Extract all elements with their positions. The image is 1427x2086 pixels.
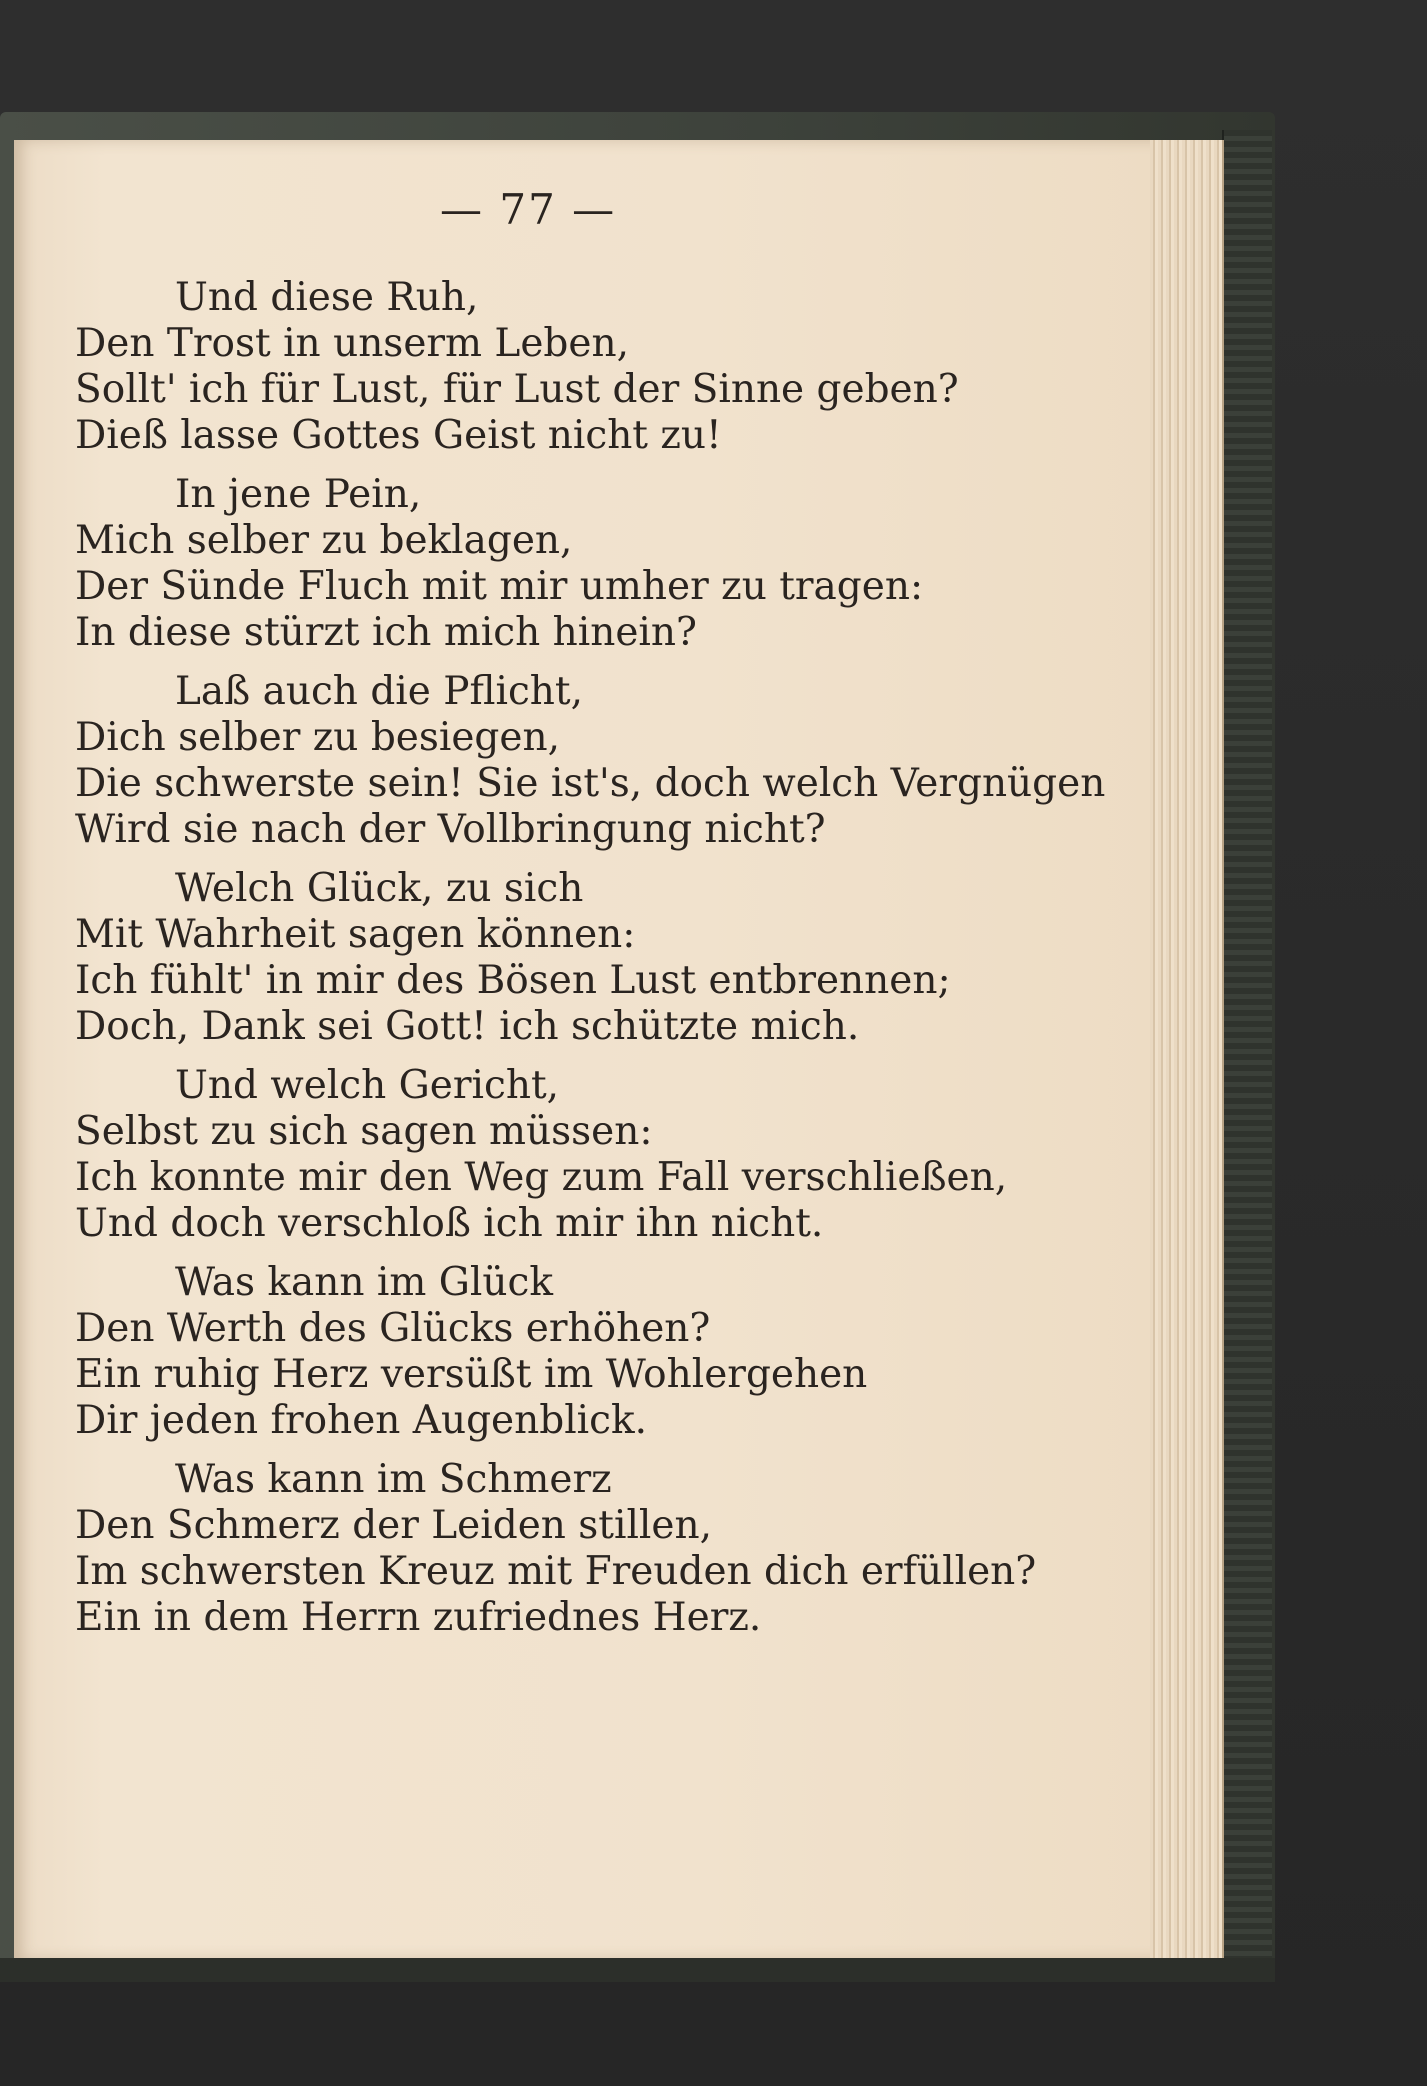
verse-line: Dieß lasse Gottes Geist nicht zu! xyxy=(75,413,722,458)
verse-line: Ich fühlt' in mir des Bösen Lust entbrennen; xyxy=(75,958,951,1003)
stanza-5 xyxy=(75,1063,1125,1247)
verse-line: Dich selber zu besiegen, xyxy=(75,715,560,760)
verse-line: Was kann im Schmerz xyxy=(175,1457,612,1502)
verse-line: Laß auch die Pflicht, xyxy=(175,669,583,714)
verse-line: In jene Pein, xyxy=(175,472,422,517)
stanza-4 xyxy=(75,866,1125,1050)
verse-line: Mit Wahrheit sagen können: xyxy=(75,912,636,957)
verse-line: In diese stürzt ich mich hinein? xyxy=(75,610,697,655)
book-spine-edge xyxy=(1222,130,1272,1970)
verse-line: Den Schmerz der Leiden stillen, xyxy=(75,1503,712,1548)
stanza-2 xyxy=(75,472,1125,656)
verse-line: Dir jeden frohen Augenblick. xyxy=(75,1398,648,1443)
verse-line: Und doch verschloß ich mir ihn nicht. xyxy=(75,1201,824,1246)
verse-line: Und diese Ruh, xyxy=(175,275,479,320)
page-stack-edges xyxy=(1150,140,1224,1970)
verse-line: Welch Glück, zu sich xyxy=(175,866,584,911)
verse-line: Mich selber zu beklagen, xyxy=(75,518,573,563)
verse-line: Ein in dem Herrn zufriednes Herz. xyxy=(75,1595,762,1640)
verse-line: Den Trost in unserm Leben, xyxy=(75,321,629,366)
book-bottom-edge xyxy=(0,1958,1275,1982)
verse-line: Sollt' ich für Lust, für Lust der Sinne geben? xyxy=(75,367,959,412)
stanza-1 xyxy=(75,275,1125,459)
verse-line: Was kann im Glück xyxy=(175,1260,553,1305)
verse-line: Die schwerste sein! Sie ist's, doch welch Vergnügen xyxy=(75,761,1106,806)
verse-line: Ein ruhig Herz versüßt im Wohlergehen xyxy=(75,1352,868,1397)
verse-line: Selbst zu sich sagen müssen: xyxy=(75,1109,653,1154)
verse-line: Ich konnte mir den Weg zum Fall verschließen, xyxy=(75,1155,1008,1200)
verse-line: Wird sie nach der Vollbringung nicht? xyxy=(75,807,826,852)
stanza-6 xyxy=(75,1260,1125,1444)
verse-line: Den Werth des Glücks erhöhen? xyxy=(75,1306,711,1351)
verse-line: Der Sünde Fluch mit mir umher zu tragen: xyxy=(75,564,924,609)
stanza-7 xyxy=(75,1457,1125,1641)
verse-line: Und welch Gericht, xyxy=(175,1063,560,1108)
stanza-3 xyxy=(75,669,1125,853)
poem-text xyxy=(75,275,1125,1654)
verse-line: Im schwersten Kreuz mit Freuden dich erfüllen? xyxy=(75,1549,1037,1594)
verse-line: Doch, Dank sei Gott! ich schützte mich. xyxy=(75,1004,860,1049)
page-number: — 77 — xyxy=(440,185,617,234)
